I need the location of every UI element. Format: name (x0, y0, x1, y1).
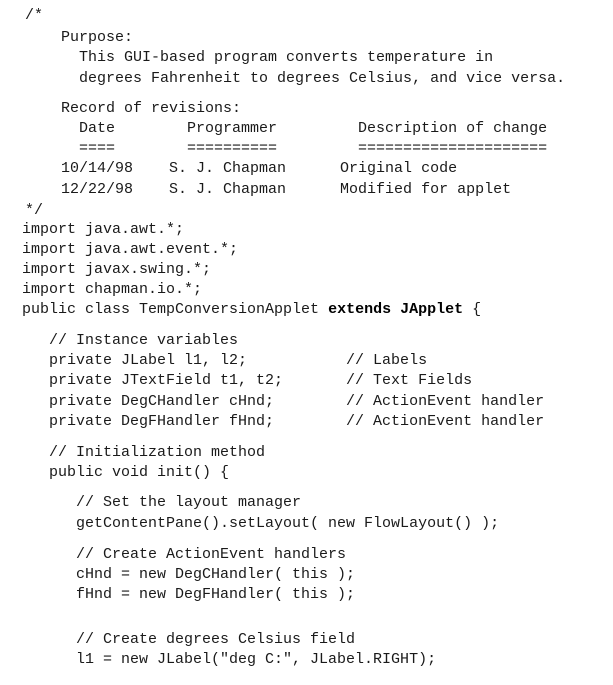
code-line: import chapman.io.*; (22, 281, 203, 298)
code-line: */ (25, 202, 44, 219)
code-line: ==== ========== ===================== (25, 140, 548, 157)
code-text: public class TempConversionApplet (22, 301, 329, 318)
code-line: Purpose: (25, 29, 134, 46)
code-line: // Instance variables (22, 332, 239, 349)
code-line: 10/14/98 S. J. Chapman Original code (25, 160, 458, 177)
code-line: import java.awt.*; (22, 221, 185, 238)
code-line: private JTextField t1, t2; // Text Fields (22, 372, 473, 389)
code-line: getContentPane().setLayout( new FlowLayout() ); (22, 515, 500, 532)
code-line: // Create degrees Celsius field (22, 631, 356, 648)
code-text: { (463, 301, 482, 318)
keyword-text: extends JApplet (328, 301, 464, 318)
code-line: private DegFHandler fHnd; // ActionEvent handler (22, 413, 545, 430)
code-line (22, 301, 481, 319)
code-line: l1 = new JLabel("deg C:", JLabel.RIGHT); (22, 651, 437, 668)
code-line: import java.awt.event.*; (22, 241, 239, 258)
code-line: This GUI-based program converts temperature in (25, 49, 494, 66)
code-line: 12/22/98 S. J. Chapman Modified for applet (25, 181, 512, 198)
code-line: // Set the layout manager (22, 494, 302, 511)
code-line: Date Programmer Description of change (25, 120, 548, 137)
code-line: Record of revisions: (25, 100, 242, 117)
code-line: public void init() { (22, 464, 230, 481)
code-line: private DegCHandler cHnd; // ActionEvent handler (22, 393, 545, 410)
code-line: degrees Fahrenheit to degrees Celsius, and vice versa. (25, 70, 566, 87)
code-line: // Initialization method (22, 444, 266, 461)
code-line: /* (25, 7, 44, 24)
code-line: private JLabel l1, l2; // Labels (22, 352, 428, 369)
code-line: import javax.swing.*; (22, 261, 212, 278)
code-line: // Create ActionEvent handlers (22, 546, 347, 563)
code-line: fHnd = new DegFHandler( this ); (22, 586, 356, 603)
code-line: cHnd = new DegCHandler( this ); (22, 566, 356, 583)
